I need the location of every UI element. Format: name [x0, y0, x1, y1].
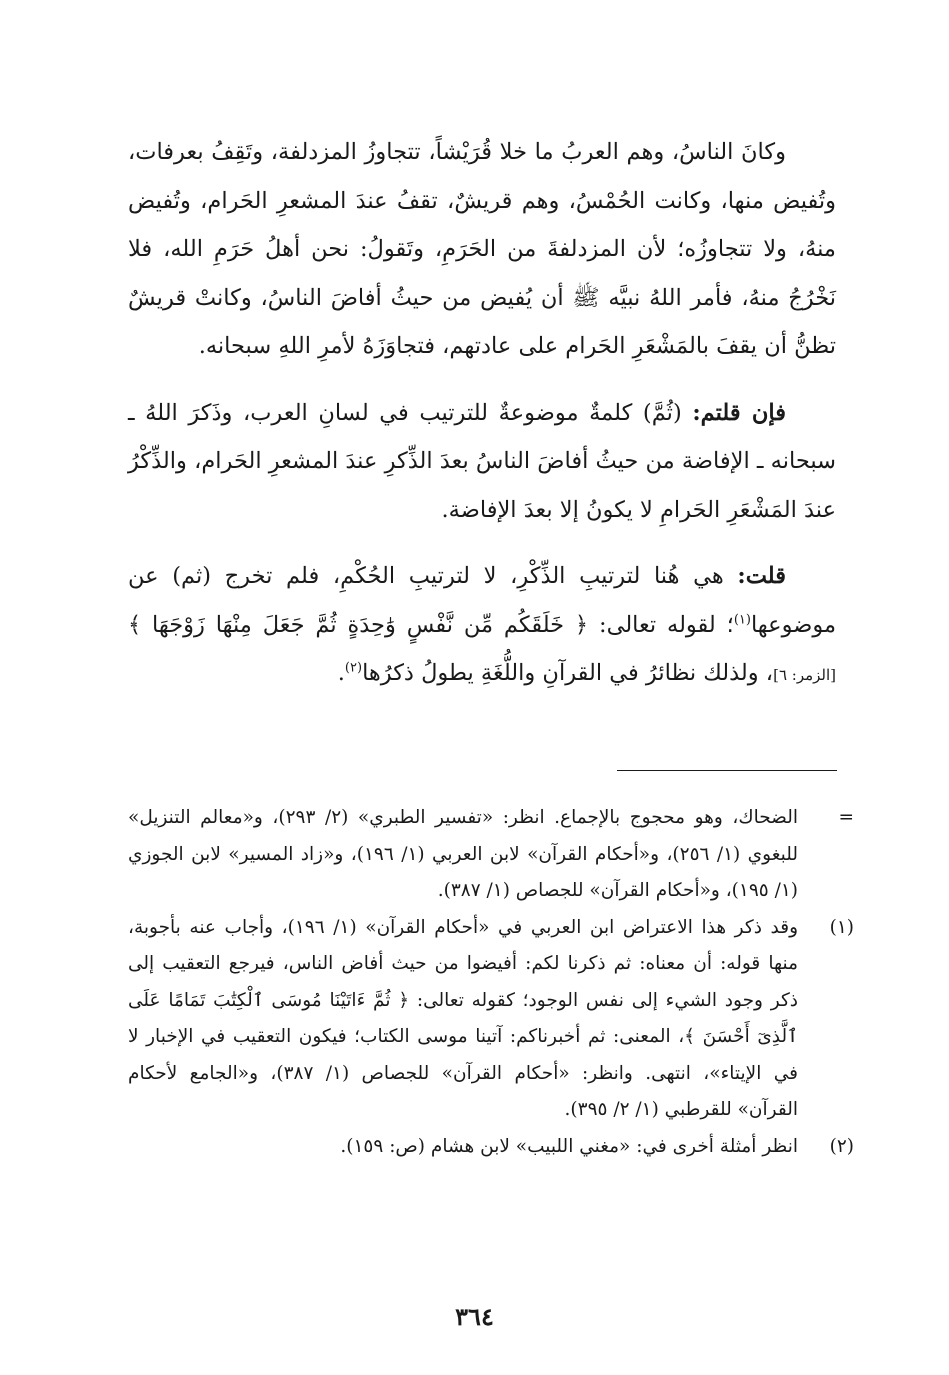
footnote-text: الضحاك، وهو محجوج بالإجماع. انظر: «تفسير الطبري» (٢/ ٢٩٣)، و«معالم التنزيل» للبغوي (١/ ٢٥٦)، و«أحكام القرآن» لابن العربي (١/ ١٩٦)، و«زاد المسير» لابن الجوزي (١/ ١٩٥)، و«أحكام القرآن» للجصاص (١/ ٣٨٧). [128, 807, 798, 901]
page-number: ٣٦٤ [455, 1302, 494, 1331]
paragraph-2-lead: فإن قلتم: [692, 399, 787, 426]
paragraph-3-text-2: ؛ لقوله تعالى: [598, 611, 734, 638]
footnote-continued [128, 800, 854, 910]
footnote-text: انظر أمثلة أخرى في: «مغني اللبيب» لابن هشام (ص: ١٥٩). [340, 1135, 798, 1157]
paragraph-1-text: وكانَ الناسُ، وهم العربُ ما خلا قُرَيْشاً، تتجاوزُ المزدلفة، وتَقِفُ بعرفات، وتُفيض منها، وكانت الحُمْسُ، وهم قريشٌ، تقفُ عندَ المشعرِ الحَرام، وتُفيض منهُ، ولا تتجاوزُه؛ لأن المزدلفةَ من الحَرَمِ، وتَقولُ: نحن أهلُ حَرَمِ الله، فلا نَخْرُجُ منهُ، فأمر اللهُ نبيَّه ﷺ أن يُفيض من حيثُ أفاضَ الناسُ، وكانتْ قريشٌ تظنُّ أن يقفَ بالمَشْعَرِ الحَرام على عادتهم، فتجاوَزَهُ لأمرِ اللهِ سبحانه. [128, 139, 836, 359]
paragraph-3 [128, 552, 836, 700]
footnotes [128, 800, 854, 1165]
paragraph-3-lead: قلت: [737, 563, 786, 589]
footnote-separator [617, 770, 837, 771]
footnote-ref-1: (١) [733, 612, 751, 627]
paragraph-3-text-1: هي هُنا لترتيبِ الذِّكْرِ، لا لترتيبِ الحُكْمِ، فلم تخرج (ثم) عن موضوعها [128, 563, 837, 638]
footnote-mark: = [838, 807, 854, 828]
main-text [128, 128, 836, 700]
paragraph-1 [128, 128, 836, 371]
footnote-mark: (٢) [829, 1135, 854, 1157]
footnote-2 [128, 1129, 854, 1166]
paragraph-2 [128, 389, 836, 535]
footnote-mark: (١) [829, 916, 854, 938]
footnote-text: وقد ذكر هذا الاعتراض ابن العربي في «أحكام القرآن» (١/ ١٩٦)، وأجاب عنه بأجوبة، منها قوله: أن معناه: ثم ذكرنا لكم: أفيضوا من حيث أفاض الناس، فيرجع التعقيب إلى ذكر وجود الشيء إلى نفس الوجود؛ كقوله تعالى: ﴿ ثُمَّ ءَاتَيْنَا مُوسَى ٱلْكِتَٰبَ تَمَامًا عَلَى ٱلَّذِىٓ أَحْسَنَ ﴾، المعنى: ثم أخبرناكم: آتينا موسى الكتاب؛ فيكون التعقيب في الإخبار لا في الإيتاء»، انتهى. وانظر: «أحكام القرآن» للجصاص (١/ ٣٨٧)، و«الجامع لأحكام القرآن» للقرطبي (١/ ٢/ ٣٩٥). [128, 916, 799, 1120]
footnote-1 [128, 910, 854, 1129]
paragraph-3-end: . [337, 660, 345, 686]
verse-citation: [الزمر: ٦] [773, 666, 836, 684]
quran-verse: ﴿ خَلَقَكُم مِّن نَّفْسٍ وَٰحِدَةٍ ثُمَّ جَعَلَ مِنْهَا زَوْجَهَا ﴾ [128, 611, 589, 638]
paragraph-2-text: (ثُمَّ) كلمةٌ موضوعةٌ للترتيب في لسانِ العرب، وذَكرَ اللهُ ـ سبحانه ـ الإفاضة من حيثُ أفاضَ الناسُ بعدَ الذِّكرِ عندَ المشعرِ الحَرام، والذِّكْرُ عندَ المَشْعَرِ الحَرامِ لا يكونُ إلا بعدَ الإفاضة. [128, 399, 836, 523]
paragraph-3-text-3: ، ولذلك نظائرُ في القرآنِ واللُّغَةِ يطولُ ذكرُها [362, 660, 774, 686]
footnote-ref-2: (٢) [344, 660, 363, 676]
